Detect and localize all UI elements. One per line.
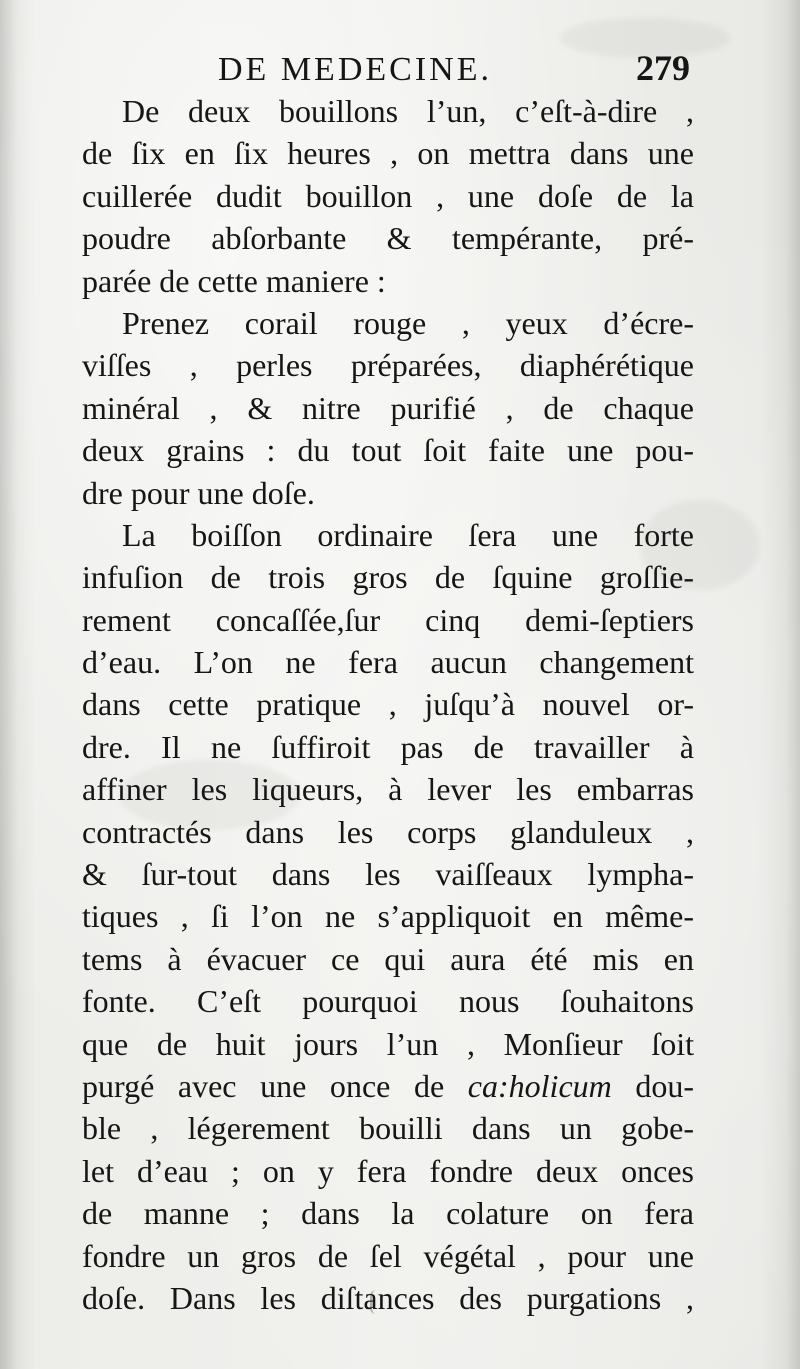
text-line: que de huit jours l’un , Monſieur ſoit — [82, 1025, 694, 1062]
text-segment: dou- — [635, 1067, 695, 1104]
text-line: De deux bouillons l’un, c’eſt-à-dire , — [122, 93, 694, 129]
page-edge-shadow — [786, 0, 800, 1369]
text-line: d’eau. L’on ne fera aucun changement — [82, 644, 694, 681]
text-line: dans cette pratique , juſqu’à nouvel or- — [82, 686, 694, 723]
text-line: rement concaſſée,ſur cinq demi-ſeptiers — [82, 601, 694, 638]
page-header — [80, 48, 692, 94]
text-line: dre. Il ne ſuffiroit pas de travailler à — [82, 728, 694, 765]
text-line-with-italic — [82, 1065, 694, 1107]
text-line: affiner les liqueurs, à lever les embarras — [82, 771, 694, 808]
text-line: doſe. Dans les diſtances des purgations , — [82, 1279, 694, 1316]
text-line: La boiſſon ordinaire ſera une forte — [122, 516, 694, 553]
italic-term: ca:holicum — [467, 1067, 612, 1104]
page-gutter-shadow — [0, 0, 18, 1369]
text-line: dre pour une doſe. — [82, 474, 315, 511]
text-line: tiques , ſi l’on ne s’appliquoit en même- — [82, 898, 694, 935]
text-line: infuſion de trois gros de ſquine groſſie- — [82, 559, 694, 596]
body-text — [82, 90, 694, 1319]
text-line: & ſur-tout dans les vaiſſeaux lympha- — [82, 856, 694, 893]
text-line: fonte. C’eſt pourquoi nous ſouhaitons — [82, 983, 694, 1020]
running-head: DE MEDECINE. — [218, 51, 492, 88]
page-number: 279 — [636, 48, 690, 88]
text-line: tems à évacuer ce qui aura été mis en — [82, 940, 694, 977]
text-line: parée de cette maniere : — [82, 262, 386, 299]
text-line: de ſix en ſix heures , on mettra dans une — [82, 135, 694, 172]
text-line: deux grains : du tout ſoit faite une pou- — [82, 432, 694, 469]
text-line: Prenez corail rouge , yeux d’écre- — [122, 304, 694, 341]
text-line: contractés dans les corps glanduleux , — [82, 813, 694, 850]
ink-mark — [370, 1290, 382, 1314]
text-line: fondre un gros de ſel végétal , pour une — [82, 1237, 694, 1274]
text-line: let d’eau ; on y fera fondre deux onces — [82, 1152, 694, 1189]
text-line: cuillerée dudit bouillon , une doſe de la — [82, 177, 694, 214]
text-line: poudre abſorbante & tempérante, pré- — [82, 220, 694, 257]
text-line: de manne ; dans la colature on fera — [82, 1195, 694, 1232]
text-line: viſſes , perles préparées, diaphérétique — [82, 347, 694, 384]
text-segment: purgé avec une once de — [82, 1067, 445, 1104]
text-line: minéral , & nitre purifié , de chaque — [82, 389, 694, 426]
text-line: ble , légerement bouilli dans un gobe- — [82, 1110, 694, 1147]
